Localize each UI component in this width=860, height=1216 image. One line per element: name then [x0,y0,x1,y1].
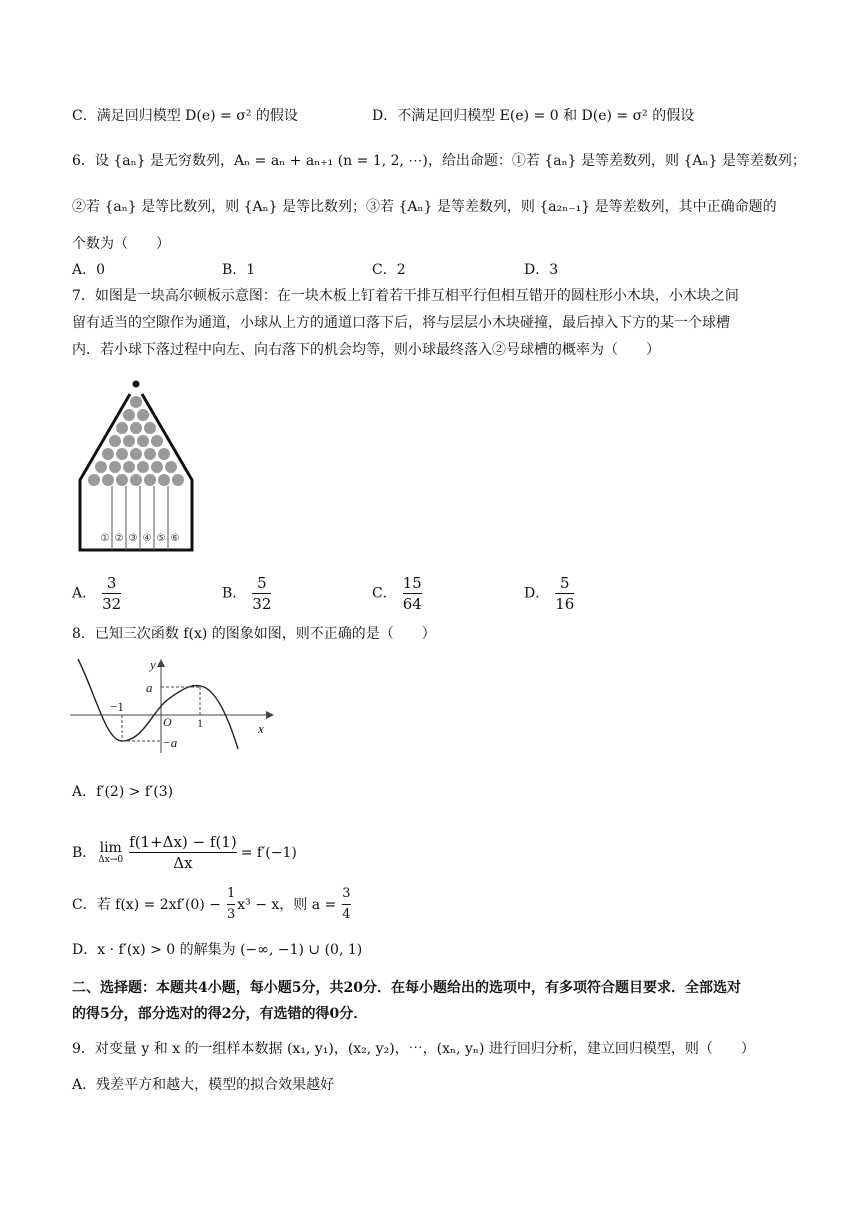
q7-option-b-letter: B． [222,585,247,602]
q8-option-b-den: Δx [129,852,237,873]
peg [151,461,163,473]
peg [144,448,156,460]
section2-heading-line2: 的得5分，部分选对的得2分，有选错的得0分． [72,1006,368,1022]
q7-option-c-letter: C． [372,585,397,602]
q7-option-a [72,573,121,614]
peg [151,435,163,447]
peg [123,409,135,421]
q8-option-a: A．f′(2) > f′(3) [72,784,174,800]
peg [158,474,170,486]
q7-option-c-num: 15 [402,574,422,592]
slot-label: ⑤ [156,533,166,544]
graph-neg-a-label: −a [162,735,178,750]
graph-one-label: 1 [197,716,203,730]
q7-option-d-num: 5 [560,574,570,592]
q6-stem-line3: 个数为（ ） [72,236,170,252]
q8-option-b-sub: Δx→0 [98,854,124,865]
graph-x-label: x [258,721,264,736]
q9-stem: 9．对变量 y 和 x 的一组样本数据 (x₁, y₁)，(x₂, y₂)，⋯，(xₙ, yₙ) 进行回归分析，建立回归模型，则（ ） [72,1041,755,1057]
q9-option-a: A．残差平方和越大，模型的拟合效果越好 [72,1077,335,1093]
q8-option-c [72,884,351,925]
slot-label: ④ [142,533,152,544]
q7-option-c-den: 64 [402,595,422,613]
q7-stem-line1: 7．如图是一块高尔顿板示意图：在一块木板上钉着若干排互相平行但相互错开的圆柱形小木块，小木块之间 [72,288,739,304]
q7-option-d-letter: D． [524,585,550,602]
q5-option-c: C．满足回归模型 D(e) = σ² 的假设 [72,108,298,124]
slot-label: ② [114,533,124,544]
q8-option-c-ans-den: 4 [342,904,350,925]
peg [109,435,121,447]
q6-option-b: B．1 [222,262,256,278]
cubic-function-graph [66,655,276,755]
q7-option-a-den: 32 [102,595,122,613]
q6-option-d: D．3 [524,262,559,278]
slot-label: ⑥ [170,533,180,544]
graph-a-label: a [146,680,153,695]
peg [144,474,156,486]
q7-option-b-num: 5 [257,574,267,592]
peg [123,435,135,447]
q8-option-b-prefix: B． [72,844,97,861]
q6-option-a: A．0 [72,262,106,278]
q8-option-b [72,832,297,873]
q6-stem-line1: 6．设 {aₙ} 是无穷数列，Aₙ = aₙ + aₙ₊₁ (n = 1, 2, ⋯)，给出命题：①若 {aₙ} 是等差数列，则 {Aₙ} 是等差数列； [72,153,806,169]
q7-stem-line2: 留有适当的空隙作为通道，小球从上方的通道口落下后，将与层层小木块碰撞，最后掉入下方的某一个球槽 [72,315,730,331]
q8-option-b-lim: lim [99,839,122,856]
q7-option-c [372,573,422,614]
q5-option-d: D．不满足回归模型 E(e) = 0 和 D(e) = σ² 的假设 [372,108,695,124]
peg [137,461,149,473]
q7-option-a-num: 3 [106,574,117,592]
graph-y-label: y [150,657,156,672]
q8-option-c-ans-num: 3 [342,886,351,901]
q7-option-d-den: 16 [555,595,575,613]
q6-option-c: C．2 [372,262,406,278]
q7-option-d [524,573,574,614]
q8-option-b-num: f(1+Δx) − f(1) [129,833,237,851]
peg [130,448,142,460]
peg [165,461,177,473]
peg [130,474,142,486]
peg [116,422,128,434]
q8-stem: 8．已知三次函数 f(x) 的图象如图，则不正确的是（ ） [72,626,436,642]
peg [88,474,100,486]
peg [144,422,156,434]
peg [172,474,184,486]
slot-label: ① [100,533,110,544]
q8-option-d: D．x · f′(x) > 0 的解集为 (−∞, −1) ∪ (0, 1) [72,942,363,958]
q7-option-b-den: 32 [252,595,272,613]
peg [116,474,128,486]
peg [102,474,114,486]
peg [130,396,142,408]
ball-drop-icon [133,381,140,388]
peg [102,448,114,460]
peg [137,409,149,421]
graph-origin-label: O [163,715,172,729]
section2-heading-line1: 二、选择题：本题共4小题，每小题5分，共20分．在每小题给出的选项中，有多项符合题目要求．全部选对 [72,980,741,996]
peg [109,461,121,473]
q8-option-c-frac-num: 1 [226,886,236,901]
q7-option-a-letter: A． [72,585,97,602]
graph-neg1-label: −1 [110,699,124,714]
q7-option-b [222,573,271,614]
q8-option-b-rhs: = f′(−1) [240,844,297,861]
q7-stem-line3: 内．若小球下落过程中向左、向右落下的机会均等，则小球最终落入②号球槽的概率为（ ） [72,342,660,358]
q8-option-c-mid: x³ − x，则 a = [237,896,337,913]
peg [137,435,149,447]
q8-option-c-frac-den: 3 [227,904,235,925]
peg [158,448,170,460]
q6-stem-line2: ②若 {aₙ} 是等比数列，则 {Aₙ} 是等比数列；③若 {Aₙ} 是等差数列，则 {a₂ₙ₋₁} 是等差数列，其中正确命题的 [72,199,777,215]
slot-label: ③ [128,533,138,544]
peg [130,422,142,434]
q8-option-c-pre: C．若 f(x) = 2xf′(0) − [72,896,221,913]
galton-board-figure [74,376,200,556]
peg [123,461,135,473]
peg [116,448,128,460]
peg [95,461,107,473]
